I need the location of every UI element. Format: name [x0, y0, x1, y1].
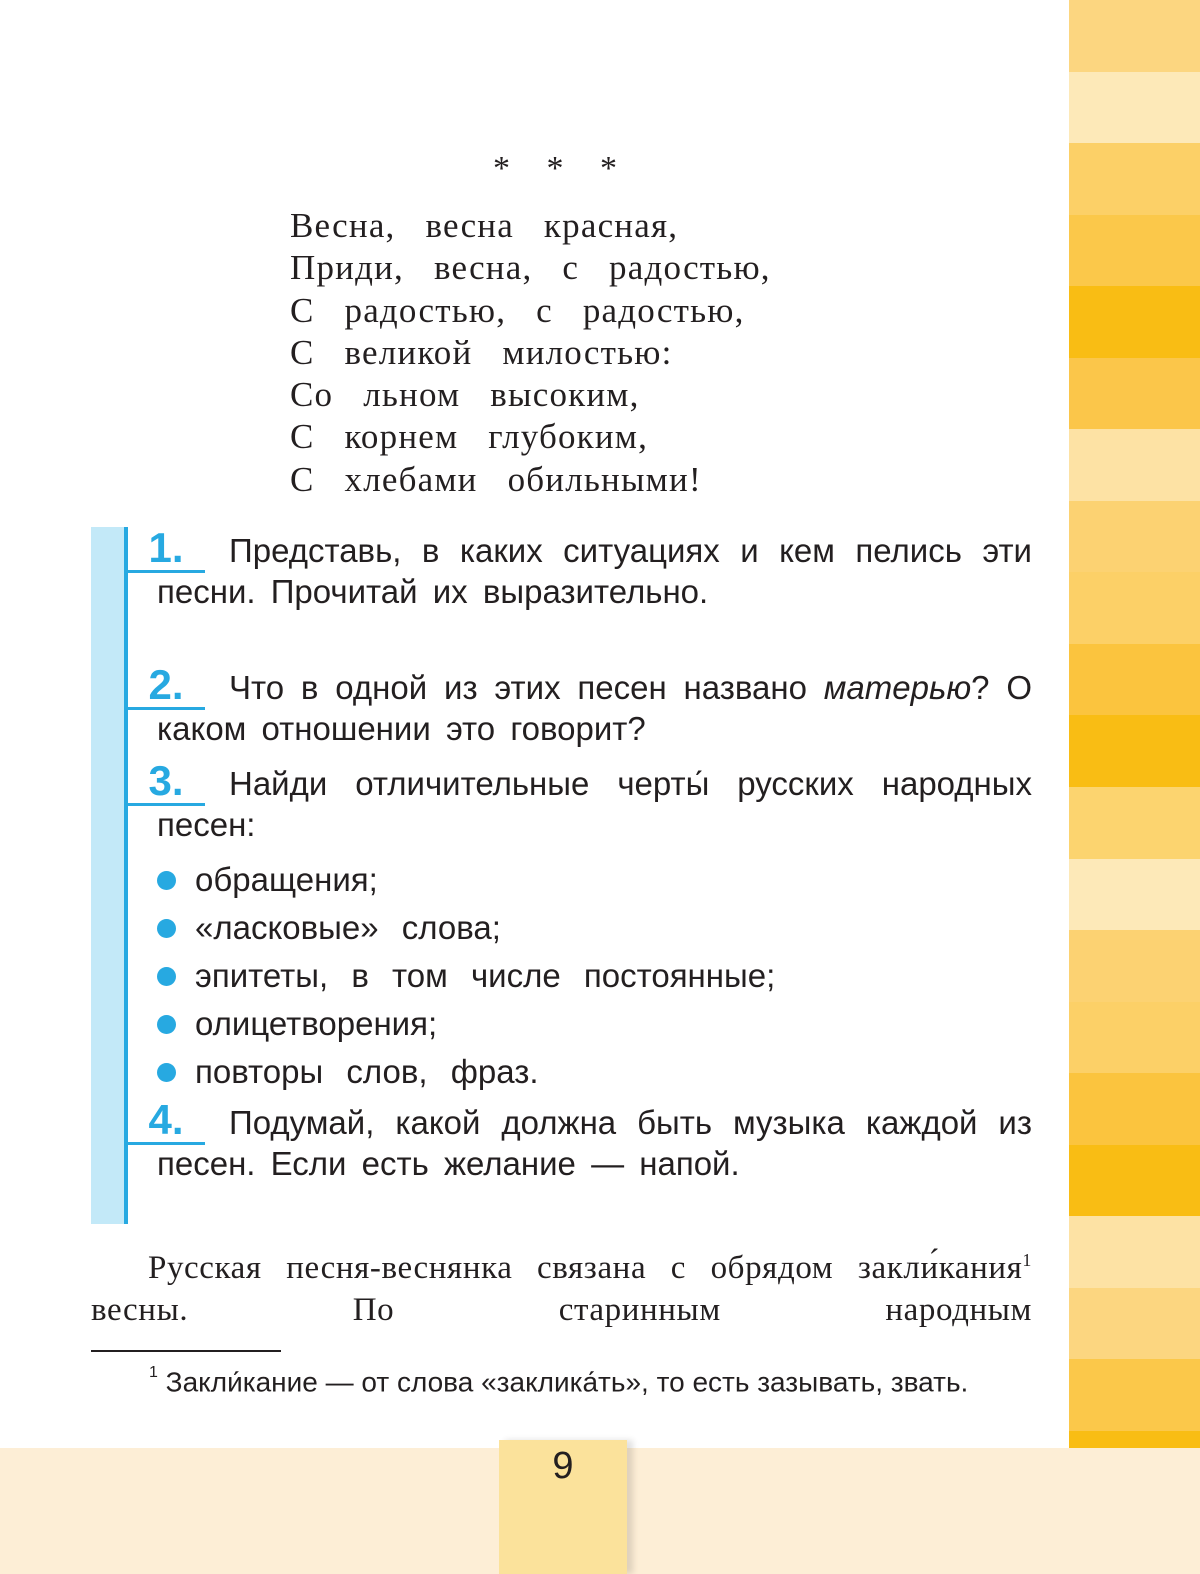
poem-line: Весна, весна красная,: [290, 206, 679, 245]
bullet-list: [157, 856, 1032, 1096]
poem-line: С радостью, с радостью,: [290, 290, 745, 330]
question-text: Найди отличительные черты́ русских народных песен:: [157, 765, 1032, 843]
list-item: [157, 904, 1032, 952]
question-emphasis: матерью: [823, 669, 972, 706]
stripe: [1069, 1288, 1200, 1360]
question-text: Подумай, какой должна быть музыка каждой из песен. Если есть желание — напой.: [157, 1104, 1032, 1182]
bullet-dot-icon: [157, 919, 176, 938]
question-text-part: Что в одной из этих песен названо: [229, 669, 824, 706]
stripe: [1069, 787, 1200, 859]
stripe: [1069, 1002, 1200, 1074]
stripe: [1069, 286, 1200, 358]
bullet-dot-icon: [157, 967, 176, 986]
list-item: [157, 1048, 1032, 1096]
footnote: [91, 1358, 1032, 1400]
poem: [290, 205, 850, 501]
stripe: [1069, 572, 1200, 644]
question-number: 1.: [127, 526, 205, 573]
decorative-stripes: [1069, 0, 1200, 1574]
stripe: [1069, 1216, 1200, 1288]
question-2: [148, 661, 1032, 763]
footnote-ref: 1: [1022, 1250, 1032, 1270]
bullet-dot-icon: [157, 1063, 176, 1082]
page-number: 9: [552, 1445, 574, 1487]
stripe: [1069, 715, 1200, 787]
questions-block: [148, 524, 1032, 1184]
stripe: [1069, 1145, 1200, 1217]
question-number: 3.: [127, 759, 205, 806]
stripe: [1069, 501, 1200, 573]
question-text: Представь, в каких ситуациях и кем пелись эти песни. Прочитай их выразительно.: [157, 532, 1032, 610]
list-item-text: эпитеты, в том числе постоянные;: [195, 957, 776, 994]
list-item-text: «ласковые» слова;: [195, 909, 501, 946]
footnote-divider: [91, 1350, 281, 1352]
paragraph-text: весны. По старинным народным: [91, 1292, 1032, 1328]
question-text: [157, 667, 1032, 749]
question-number: 4.: [127, 1098, 205, 1145]
footnote-marker: 1: [149, 1364, 158, 1381]
body-paragraph: [91, 1239, 1032, 1331]
bullet-dot-icon: [157, 1015, 176, 1034]
list-item: [157, 856, 1032, 904]
stripe: [1069, 358, 1200, 430]
question-3: [148, 757, 1032, 851]
stripe: [1069, 1359, 1200, 1431]
question-number: 2.: [127, 663, 205, 710]
question-4: [148, 1096, 1032, 1184]
poem-line: С великой милостью:: [290, 332, 673, 372]
list-item-text: обращения;: [195, 861, 378, 898]
stripe: [1069, 72, 1200, 144]
list-item: [157, 952, 1032, 1000]
list-item-text: повторы слов, фраз.: [195, 1053, 539, 1090]
question-text-part: ? О каком отношении это говорит?: [157, 669, 1032, 747]
stripe: [1069, 859, 1200, 931]
stripe: [1069, 930, 1200, 1002]
list-item-text: олицетворения;: [195, 1005, 438, 1042]
stripe: [1069, 1073, 1200, 1145]
stripe: [1069, 644, 1200, 716]
stripe: [1069, 0, 1200, 72]
question-1: [148, 524, 1032, 667]
bullet-list-wrap: [157, 856, 1032, 1102]
bullet-dot-icon: [157, 871, 176, 890]
stripe: [1069, 215, 1200, 287]
poem-line: Приди, весна, с радостью,: [290, 248, 771, 288]
stripe: [1069, 429, 1200, 501]
questions-bar: [91, 527, 125, 1224]
footnote-text: Закли́кание — от слова «заклика́ть», то есть зазывать, звать.: [157, 1366, 969, 1398]
poem-separator: * * *: [493, 150, 631, 187]
poem-line: Со льном высоким,: [290, 375, 640, 415]
list-item: [157, 1000, 1032, 1048]
poem-line: С хлебами обильными!: [290, 459, 702, 499]
poem-line: С корнем глубоким,: [290, 417, 649, 457]
paragraph-text: Русская песня-веснянка связана с обрядом закли́кания: [148, 1250, 1023, 1286]
